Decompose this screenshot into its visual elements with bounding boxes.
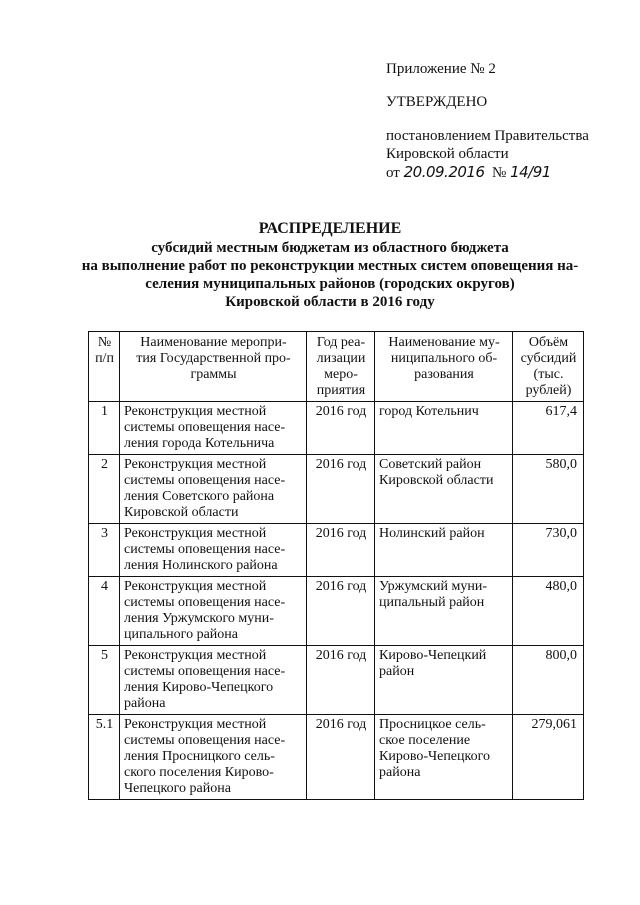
decree-date-line [386,163,626,182]
title-line-4: Кировской области в 2016 году [225,294,435,310]
cell-event: Реконструкция местной системы оповещения насе- ления Просницкого сель- ского поселения Кирово- Чепецкого района [120,715,307,800]
title-line-3: селения муниципальных районов (городских округов) [145,276,515,292]
decree-number-label: № [492,165,507,181]
table-row [89,646,584,715]
table-row [89,715,584,800]
cell-num: 5 [89,646,120,715]
cell-amount: 617,4 [513,402,584,455]
table-row [89,524,584,577]
table-row [89,577,584,646]
cell-municipality: Уржумский муни- ципальный район [375,577,513,646]
cell-event: Реконструкция местной системы оповещения насе- ления города Котельнича [120,402,307,455]
title-main: РАСПРЕДЕЛЕНИЕ [258,220,402,237]
cell-event: Реконструкция местной системы оповещения насе- ления Советского района Кировской области [120,455,307,524]
title-line-1: субсидий местным бюджетам из областного бюджета [151,240,509,256]
header-event: Наименование меропри- тия Государственной про- граммы [120,332,307,402]
cell-municipality: Просницкое сель- ское поселение Кирово-Чепецкого района [375,715,513,800]
cell-num: 5.1 [89,715,120,800]
cell-num: 3 [89,524,120,577]
cell-event: Реконструкция местной системы оповещения насе- ления Кирово-Чепецкого района [120,646,307,715]
header-amount: Объём субсидий (тыс. рублей) [513,332,584,402]
cell-amount: 279,061 [513,715,584,800]
table-row [89,455,584,524]
header-num: № п/п [89,332,120,402]
approved-label: УТВЕРЖДЕНО [386,94,488,110]
decree-date: 20.09.2016 [403,163,485,181]
cell-year: 2016 год [307,646,375,715]
cell-event: Реконструкция местной системы оповещения насе- ления Нолинского района [120,524,307,577]
header-municipality: Наименование му- ниципального об- разования [375,332,513,402]
subsidy-table [88,331,584,800]
appendix-label: Приложение № 2 [386,61,496,77]
cell-num: 2 [89,455,120,524]
decree-line-1: постановлением Правительства [386,128,589,144]
cell-amount: 580,0 [513,455,584,524]
cell-event: Реконструкция местной системы оповещения насе- ления Уржумского муни- ципального района [120,577,307,646]
cell-amount: 480,0 [513,577,584,646]
decree-line-2: Кировской области [386,146,509,162]
table-row [89,402,584,455]
cell-amount: 730,0 [513,524,584,577]
cell-year: 2016 год [307,577,375,646]
cell-municipality: город Котельнич [375,402,513,455]
cell-num: 4 [89,577,120,646]
header-year: Год реа- лизации меро- приятия [307,332,375,402]
cell-municipality: Нолинский район [375,524,513,577]
cell-year: 2016 год [307,455,375,524]
cell-year: 2016 год [307,524,375,577]
approval-block [386,60,626,182]
cell-num: 1 [89,402,120,455]
table-header-row [89,332,584,402]
cell-year: 2016 год [307,715,375,800]
cell-year: 2016 год [307,402,375,455]
cell-municipality: Советский район Кировской области [375,455,513,524]
decree-number: 14/91 [510,163,551,181]
decree-from: от [386,165,400,181]
title-line-2: на выполнение работ по реконструкции местных систем оповещения на- [81,258,579,274]
document-title [80,220,580,311]
cell-amount: 800,0 [513,646,584,715]
cell-municipality: Кирово-Чепецкий район [375,646,513,715]
